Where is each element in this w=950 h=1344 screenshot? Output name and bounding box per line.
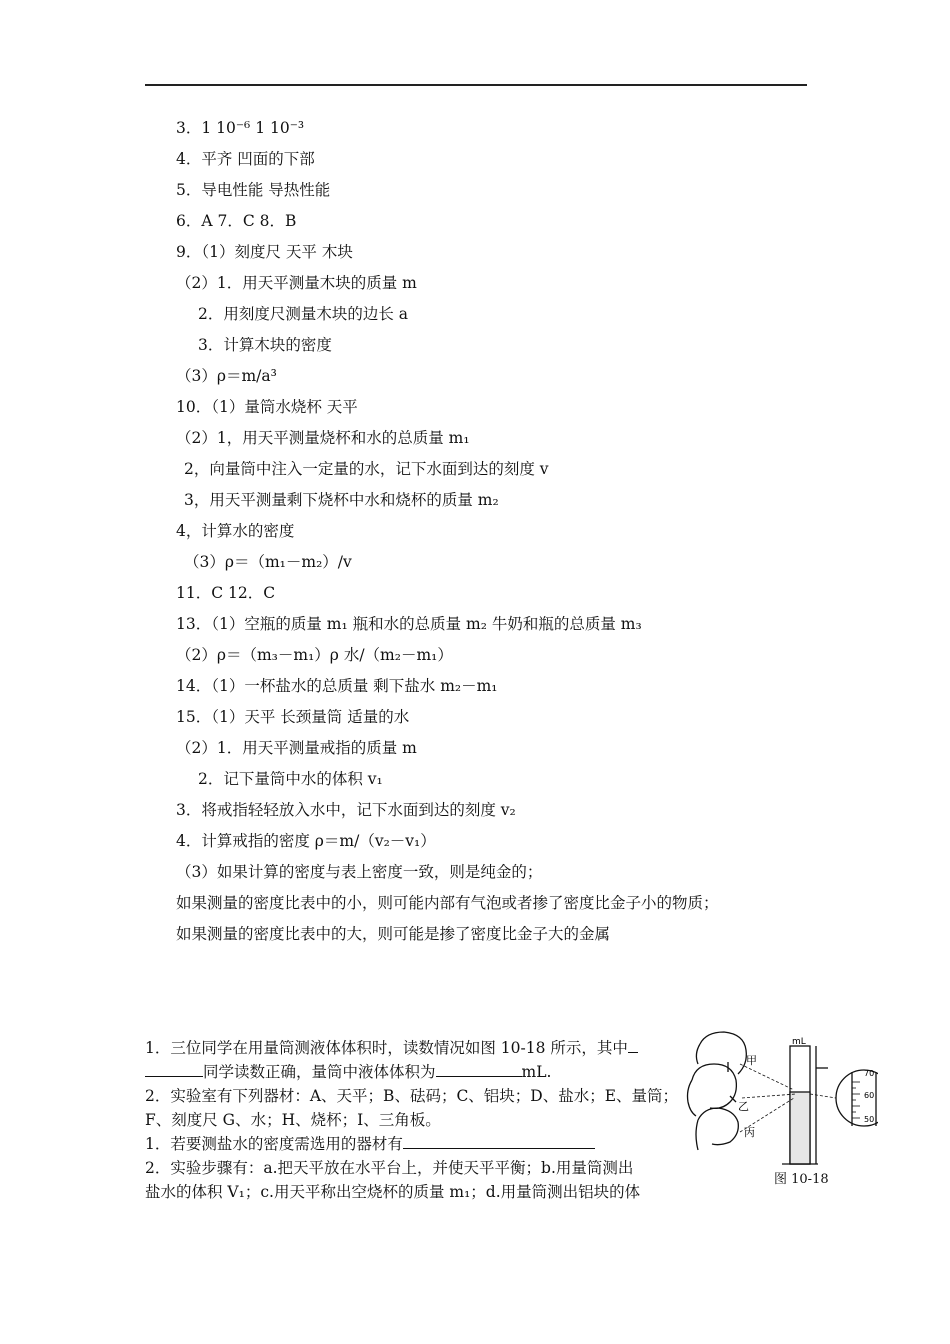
question-2-sub-2-line-1: 2．实验步骤有：a.把天平放在水平台上，并使天平平衡；b.用量筒测出 [145,1159,634,1177]
question-2-sub-1-text: 1．若要测盐水的密度需选用的器材有 [145,1135,403,1153]
answer-line: 2．记下量筒中水的体积 v₁ [198,770,383,788]
question-1-line-2 [145,1060,551,1084]
answer-line: 14．（1）一杯盐水的总质量 剩下盐水 m₂－m₁ [176,677,498,695]
answer-line: （2）1．用天平测量戒指的质量 m [176,739,417,757]
answer-line: 3．1 10⁻⁶ 1 10⁻³ [176,119,305,137]
label-jia: 甲 [746,1054,757,1067]
answer-line: 4，计算水的密度 [176,522,295,540]
question-2-line-1: 2．实验室有下列器材：A、天平；B、砝码；C、铝块；D、盐水；E、量筒； [145,1087,679,1105]
answer-line: 10．（1）量筒水烧杯 天平 [176,398,358,416]
question-2-line-2: F、刻度尺 G、水；H、烧杯；I、三角板。 [145,1111,441,1129]
answer-line: （2）ρ＝（m₃－m₁）ρ 水/（m₂－m₁） [176,646,453,664]
head-bing-icon [698,1108,738,1145]
answer-line: 如果测量的密度比表中的大，则可能是掺了密度比金子大的金属 [176,925,611,943]
answer-line: 如果测量的密度比表中的小，则可能内部有气泡或者掺了密度比金子小的物质； [176,894,719,912]
question-1-text: 1．三位同学在用量筒测液体体积时，读数情况如图 10-18 所示，其中 [145,1039,628,1057]
answer-blank[interactable] [403,1132,595,1149]
header-rule [145,84,807,86]
unit-label: mL [792,1037,806,1047]
question-2-sub-1 [145,1132,595,1156]
answer-blank[interactable] [436,1060,522,1077]
label-bing: 丙 [744,1126,755,1139]
tick-50: 50 [864,1115,875,1124]
answer-line: （2）1．用天平测量木块的质量 m [176,274,417,292]
answer-blank[interactable] [628,1036,638,1053]
answer-line: 5．导电性能 导热性能 [176,181,331,199]
answer-line: 11．C 12．C [176,584,276,602]
volume-unit: mL. [521,1063,552,1081]
head-yi-icon [692,1064,736,1108]
tick-60: 60 [864,1091,875,1100]
figure-caption: 图 10-18 [774,1172,829,1187]
answer-line: 3，用天平测量剩下烧杯中水和烧杯的质量 m₂ [184,491,499,509]
answer-line: 4．平齐 凹面的下部 [176,150,315,168]
answer-line: 6．A 7．C 8．B [176,212,297,230]
answer-line: （3）如果计算的密度与表上密度一致，则是纯金的； [176,863,543,881]
label-yi: 乙 [738,1100,749,1113]
answer-line: 13．（1）空瓶的质量 m₁ 瓶和水的总质量 m₂ 牛奶和瓶的总质量 m₃ [176,615,642,633]
answer-line: （3）ρ＝（m₁－m₂）/v [184,553,352,571]
head-jia-icon [700,1032,746,1074]
answer-line: 3．计算木块的密度 [198,336,332,354]
question-1-line-1 [145,1036,638,1060]
answer-line: （3）ρ＝m/a³ [176,367,277,385]
answer-line: 4．计算戒指的密度 ρ＝m/（v₂－v₁） [176,832,436,850]
question-2-sub-2-line-2: 盐水的体积 V₁；c.用天平称出空烧杯的质量 m₁；d.用量筒测出铝块的体 [145,1183,641,1201]
answer-line: 3．将戒指轻轻放入水中，记下水面到达的刻度 v₂ [176,801,516,819]
question-1-text-2: 同学读数正确，量筒中液体体积为 [203,1063,436,1081]
tick-70: 70 [864,1069,875,1078]
answer-line: 15．（1）天平 长颈量筒 适量的水 [176,708,410,726]
answer-line: 9．（1）刻度尺 天平 木块 [176,243,353,261]
answer-blank[interactable] [145,1060,203,1077]
answer-line: （2）1，用天平测量烧杯和水的总质量 m₁ [176,429,470,447]
answer-line: 2．用刻度尺测量木块的边长 a [198,305,409,323]
graduated-cylinder-figure [678,1028,878,1188]
answer-line: 2，向量筒中注入一定量的水，记下水面到达的刻度 v [184,460,549,478]
